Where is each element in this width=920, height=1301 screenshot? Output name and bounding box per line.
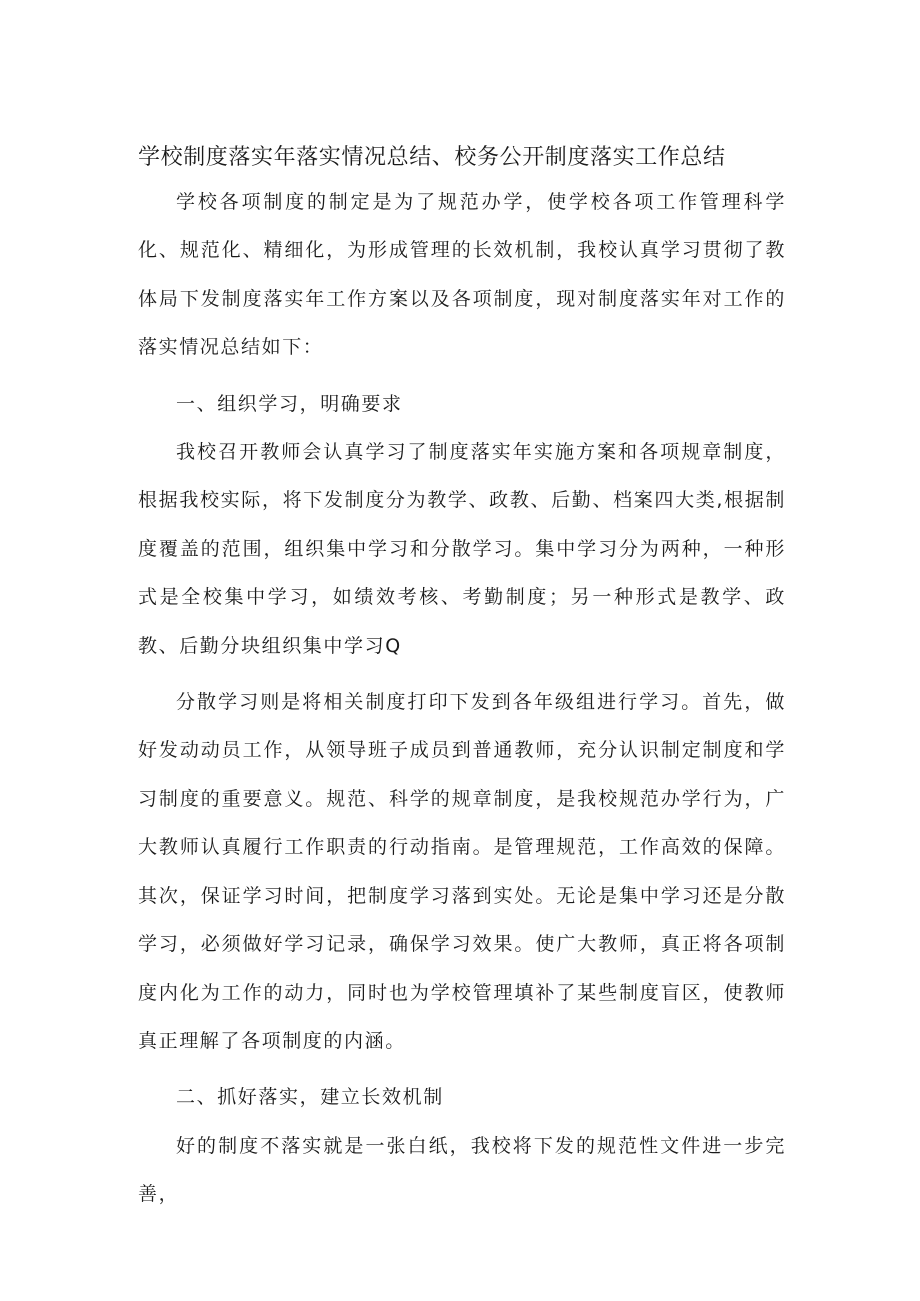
section-2-paragraph-1: 好的制度不落实就是一张白纸，我校将下发的规范性文件进一步完善，: [138, 1134, 786, 1206]
intro-paragraph: 学校各项制度的制定是为了规范办学，使学校各项工作管理科学化、规范化、精细化，为形成管理的长效机制，我校认真学习贯彻了教体局下发制度落实年工作方案以及各项制度，现对制度落实年对工作的落实情况总结如下：: [138, 191, 786, 359]
section-1-heading: 一、组织学习，明确要求: [176, 392, 403, 415]
section-2-heading: 二、抓好落实，建立长效机制: [176, 1086, 444, 1109]
document-title: 学校制度落实年落实情况总结、校务公开制度落实工作总结: [138, 145, 726, 170]
document-body: [138, 178, 786, 1219]
section-1-paragraph-1: 我校召开教师会认真学习了制度落实年实施方案和各项规章制度，根据我校实际，将下发制度分为教学、政教、后勤、档案四大类,根据制度覆盖的范围，组织集中学习和分散学习。集中学习分为两种，一种形式是全校集中学习，如绩效考核、考勤制度；另一种形式是教学、政教、后勤分块组织集中学习Q: [138, 441, 786, 657]
section-1-paragraph-2: 分散学习则是将相关制度打印下发到各年级组进行学习。首先，做好发动动员工作，从领导班子成员到普通教师，充分认识制定制度和学习制度的重要意义。规范、科学的规章制度，是我校规范办学行为，广大教师认真履行工作职责的行动指南。是管理规范，工作高效的保障。其次，保证学习时间，把制度学习落到实处。无论是集中学习还是分散学习，必须做好学习记录，确保学习效果。使广大教师，真正将各项制度内化为工作的动力，同时也为学校管理填补了某些制度盲区，使教师真正理解了各项制度的内涵。: [138, 691, 786, 1052]
